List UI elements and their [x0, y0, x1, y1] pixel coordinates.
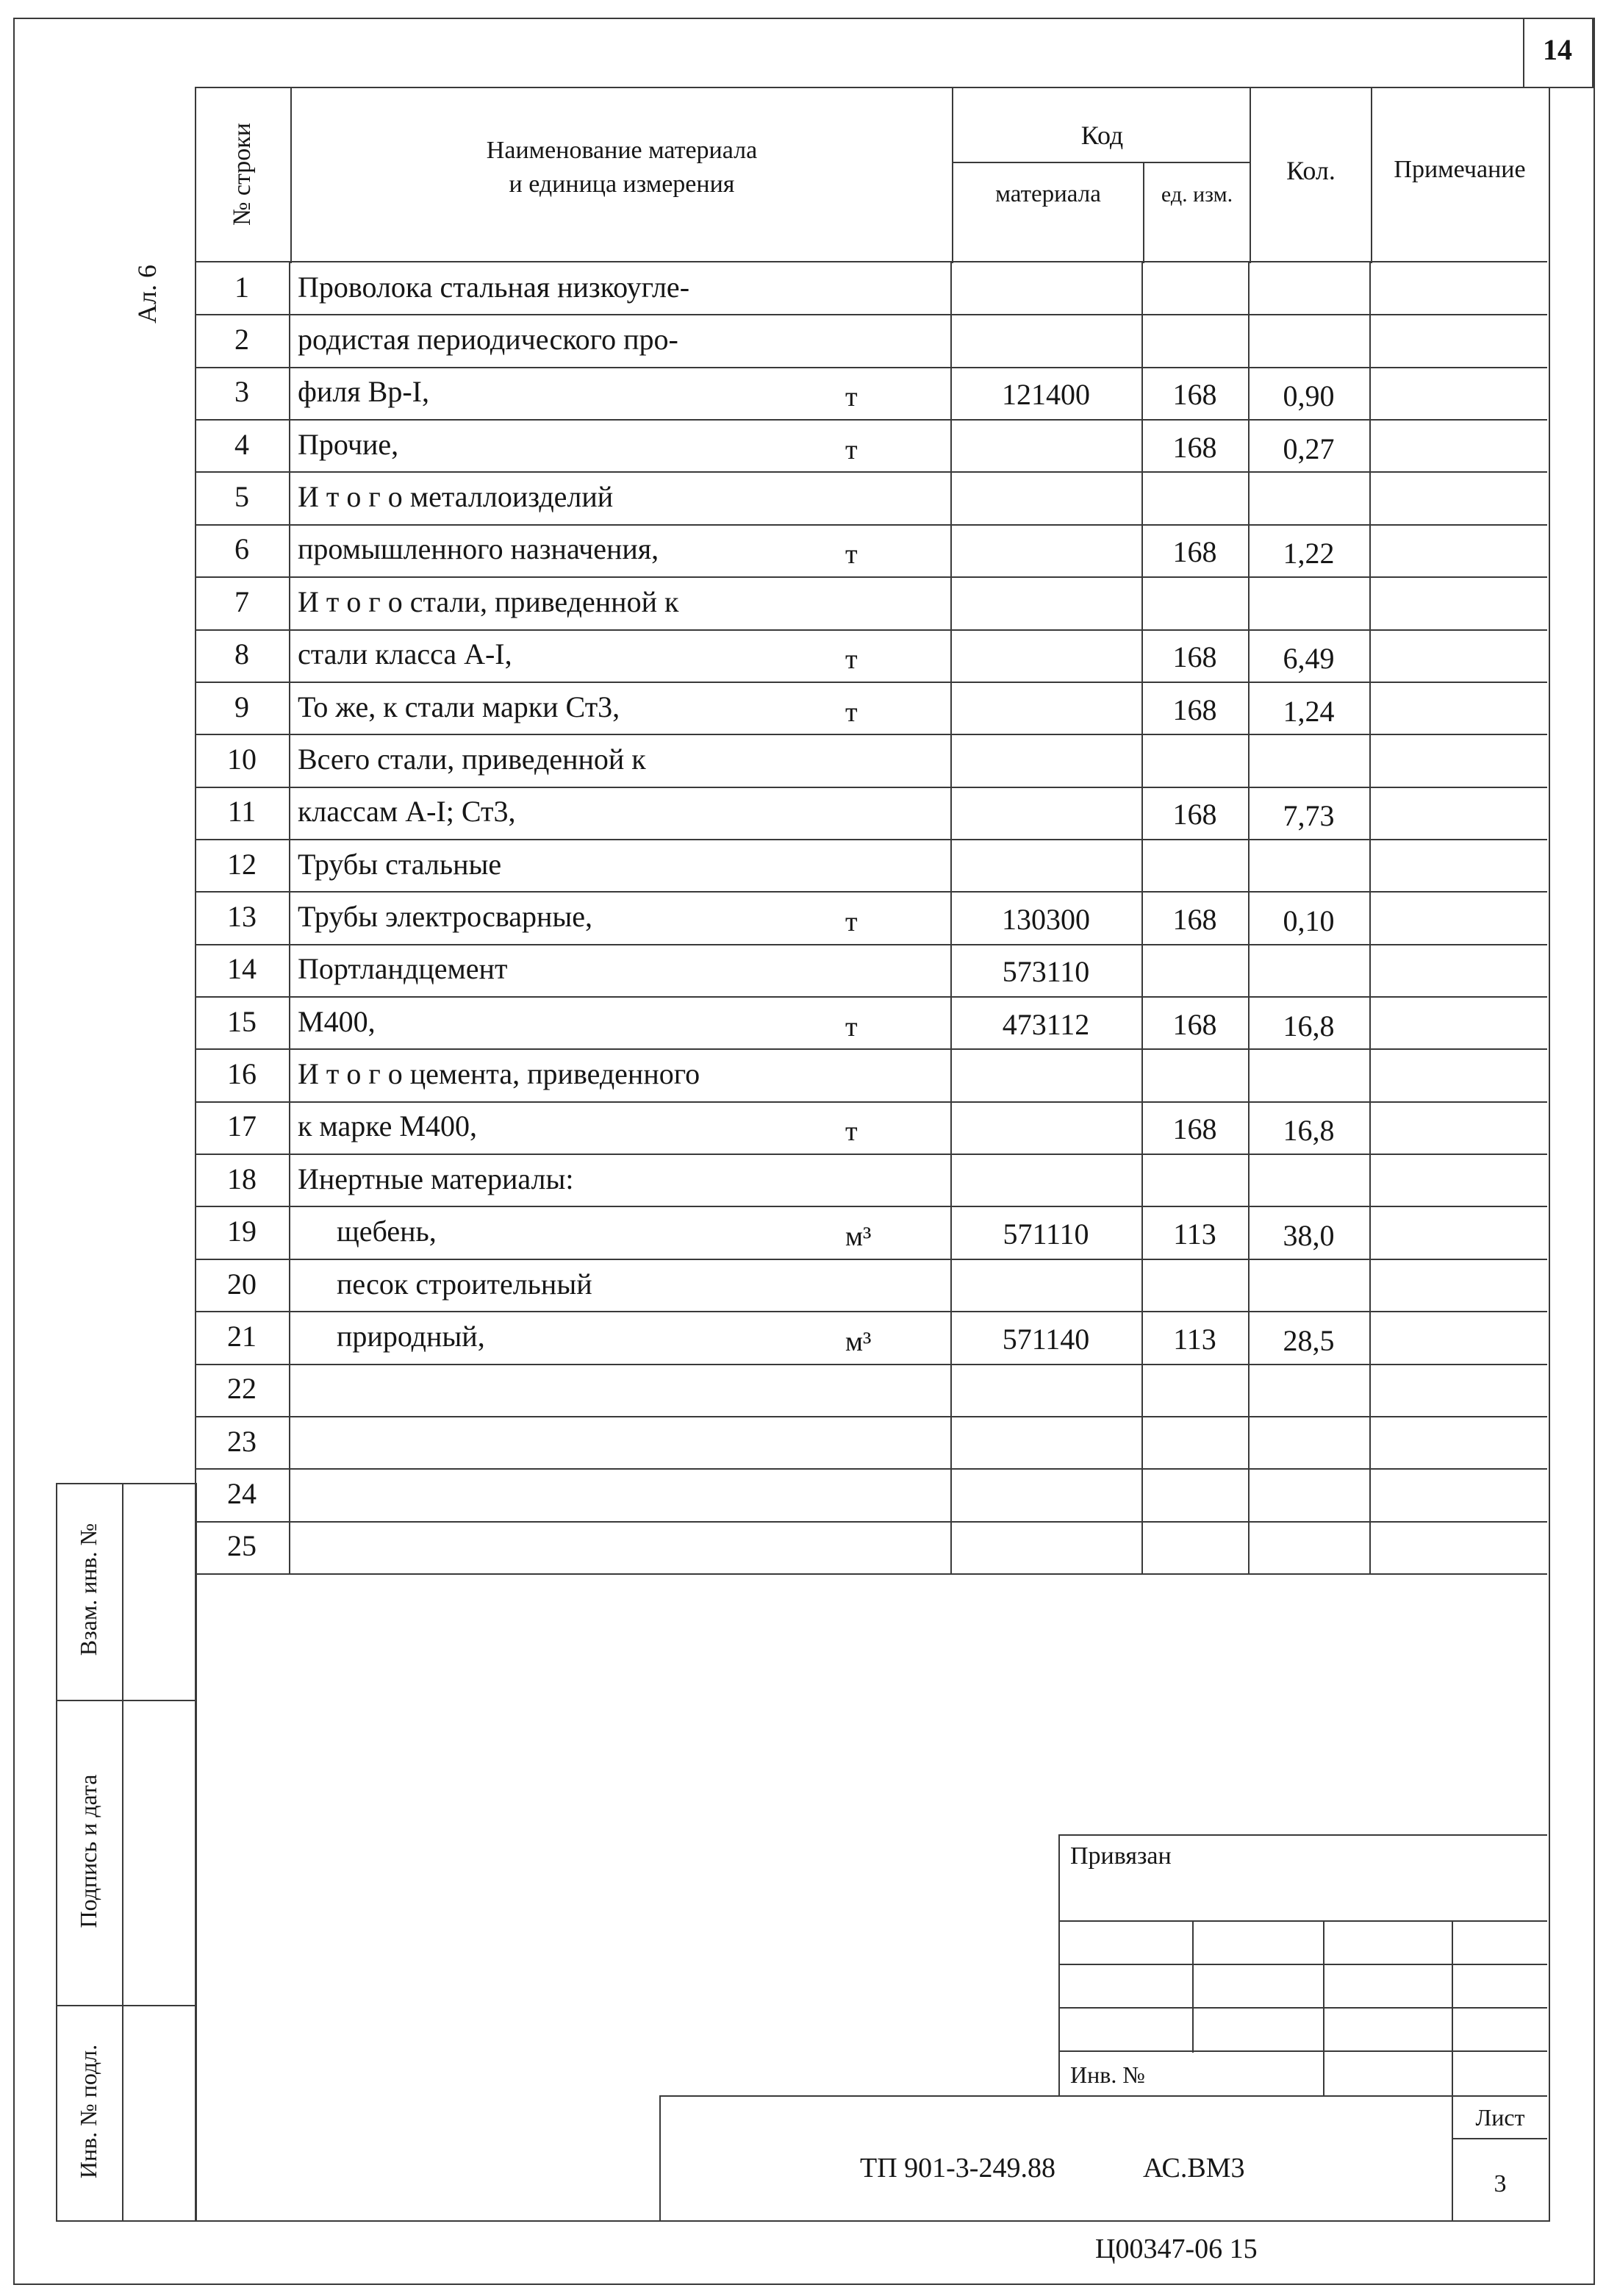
material-name: Прочие,	[298, 428, 399, 461]
unit-code: 168	[1172, 640, 1217, 673]
quantity: 7,73	[1283, 799, 1335, 832]
row-number: 20	[227, 1267, 257, 1301]
inv-no-label: Инв. №	[1070, 2061, 1145, 2088]
material-name: Портландцемент	[298, 952, 508, 985]
table-row	[195, 1521, 1547, 1573]
header-note: Примечание	[1394, 156, 1526, 183]
material-name: классам А-I; Ст3,	[298, 795, 516, 828]
unit-code: 113	[1173, 1323, 1216, 1356]
list-value: 3	[1494, 2170, 1507, 2197]
unit: т	[845, 697, 858, 728]
header-code-material: материала	[995, 181, 1101, 207]
header-qty: Кол.	[1286, 156, 1336, 185]
unit: м³	[845, 1326, 872, 1357]
quantity: 1,24	[1283, 695, 1335, 728]
row-number: 15	[227, 1005, 257, 1038]
row-number: 16	[227, 1057, 257, 1090]
privyazan-label: Привязан	[1070, 1842, 1172, 1870]
material-name: М400,	[298, 1005, 376, 1038]
list-label: Лист	[1475, 2104, 1525, 2131]
header-name-line2: и единица измерения	[509, 171, 735, 198]
quantity: 16,8	[1283, 1009, 1335, 1043]
quantity: 16,8	[1283, 1114, 1335, 1147]
unit-code: 168	[1172, 1008, 1217, 1041]
row-number: 2	[234, 323, 249, 356]
material-name: И т о г о металлоизделий	[298, 480, 614, 513]
table-row	[195, 1364, 1547, 1416]
row-number: 19	[227, 1215, 257, 1248]
material-name: филя Вр-I,	[298, 375, 430, 408]
material-code: 573110	[1002, 955, 1090, 988]
sheet-number: 14	[1543, 33, 1572, 66]
material-name: Всего стали, приведенной к	[298, 743, 646, 776]
material-name: И т о г о цемента, приведенного	[298, 1057, 700, 1090]
row-number: 25	[227, 1529, 257, 1562]
quantity: 0,90	[1283, 379, 1335, 412]
material-name: Трубы стальные	[298, 848, 502, 881]
row-number: 21	[227, 1320, 257, 1353]
table-row	[195, 1416, 1547, 1468]
row-number: 22	[227, 1372, 257, 1405]
row-number: 6	[234, 532, 249, 565]
row-number: 18	[227, 1162, 257, 1195]
row-number: 13	[227, 900, 257, 933]
material-name: То же, к стали марки Ст3,	[298, 690, 620, 723]
row-number: 9	[234, 690, 249, 723]
footer-code: Ц00347-06 15	[1095, 2234, 1258, 2264]
row-number: 11	[227, 795, 257, 828]
material-name: Инертные материалы:	[298, 1162, 574, 1195]
unit-code: 168	[1172, 903, 1217, 936]
material-code: 571140	[1002, 1323, 1090, 1356]
material-code: 121400	[1002, 378, 1090, 411]
row-number: 14	[227, 952, 257, 985]
material-name: Трубы электросварные,	[298, 900, 593, 933]
unit: м³	[845, 1221, 872, 1252]
row-number: 24	[227, 1477, 257, 1510]
unit: т	[845, 539, 858, 570]
quantity: 0,27	[1283, 432, 1335, 465]
material-name: Проволока стальная низкоугле-	[298, 271, 690, 304]
stamp-inv-podl: Инв. № подл.	[75, 2044, 101, 2179]
material-name: к марке М400,	[298, 1109, 477, 1142]
quantity: 0,10	[1283, 904, 1335, 937]
unit-code: 168	[1172, 1112, 1217, 1145]
doc-mark: АС.ВМ3	[1143, 2153, 1245, 2184]
header-name-line1: Наименование материала	[486, 137, 758, 164]
row-number: 3	[234, 375, 249, 408]
row-number: 23	[227, 1425, 257, 1458]
unit: т	[845, 906, 858, 937]
row-number: 1	[234, 271, 249, 304]
quantity: 6,49	[1283, 642, 1335, 675]
unit: т	[845, 382, 858, 412]
doc-code: ТП 901-3-249.88	[860, 2153, 1055, 2184]
unit-code: 168	[1172, 693, 1217, 726]
quantity: 38,0	[1283, 1219, 1335, 1252]
unit: т	[845, 1116, 858, 1147]
material-name: щебень,	[337, 1215, 437, 1248]
unit-code: 168	[1172, 798, 1217, 831]
unit-code: 113	[1173, 1217, 1216, 1251]
unit: т	[845, 1012, 858, 1043]
quantity: 1,22	[1283, 537, 1335, 570]
row-number: 17	[227, 1109, 257, 1142]
material-code: 130300	[1002, 903, 1090, 936]
material-name: И т о г о стали, приведенной к	[298, 585, 679, 618]
header-code: Код	[1080, 121, 1124, 150]
row-number: 7	[234, 585, 249, 618]
unit: т	[845, 644, 858, 675]
unit-code: 168	[1172, 378, 1217, 411]
quantity: 28,5	[1283, 1324, 1335, 1357]
stamp-vzam: Взам. инв. №	[75, 1523, 101, 1656]
row-number: 8	[234, 637, 249, 670]
stamp-podpis: Подпись и дата	[75, 1774, 101, 1928]
header-row-number: № строки	[229, 122, 256, 226]
material-name: песок строительный	[337, 1267, 592, 1301]
header-code-unit: ед. изм.	[1161, 182, 1233, 207]
material-name: родистая периодического про-	[298, 323, 678, 356]
unit-code: 168	[1172, 431, 1217, 464]
material-code: 473112	[1002, 1008, 1090, 1041]
side-label: Ал. 6	[132, 265, 162, 323]
material-code: 571110	[1003, 1217, 1089, 1251]
row-number: 12	[227, 848, 257, 881]
unit: т	[845, 434, 858, 465]
table-row	[195, 1468, 1547, 1520]
row-number: 4	[234, 428, 249, 461]
material-name: природный,	[337, 1320, 485, 1353]
unit-code: 168	[1172, 535, 1217, 568]
row-number: 10	[227, 743, 257, 776]
row-number: 5	[234, 480, 249, 513]
material-name: стали класса А-I,	[298, 637, 512, 670]
material-name: промышленного назначения,	[298, 532, 659, 565]
